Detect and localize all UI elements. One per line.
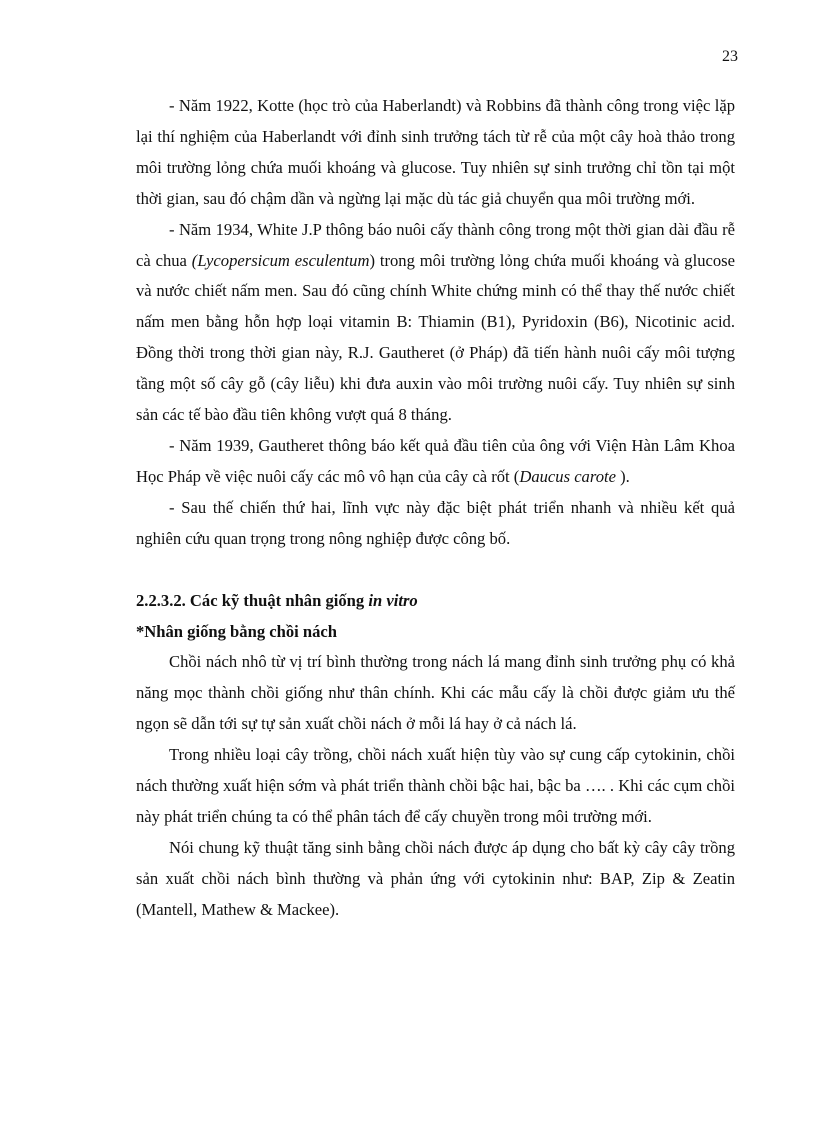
history-paragraph-postwar <box>136 493 735 555</box>
page-content <box>136 91 735 926</box>
body-paragraph: Chồi nách nhô từ vị trí bình thường trong nách lá mang đỉnh sinh trưởng phụ có khả năng mọc thành chồi giống như thân chính. Khi các mẫu cấy là chồi được giảm ưu thế ngọn sẽ dẫn tới sự tự sản xuất chồi nách ở mỗi lá hay ở cả nách lá. <box>136 652 735 734</box>
history-paragraph-1934 <box>136 215 735 431</box>
page-number: 23 <box>722 48 738 65</box>
section-spacer <box>136 555 735 586</box>
history-paragraph-1922 <box>136 91 735 215</box>
history-text: ) trong môi trường lỏng chứa muối khoáng và glucose và nước chiết nấm men. Sau đó cũng chính White chứng minh có thể thay thế nước chiết nấm men bằng hỗn hợp loại vitamin B: Thiamin (B1), Pyridoxin (B6), Nicotinic acid. Đồng thời trong thời gian này, R.J. Gautheret (ở Pháp) đã tiến hành nuôi cấy môi tượng tầng một số cây gỗ (cây liễu) khi đưa auxin vào môi trường nuôi cấy. Tuy nhiên sự sinh sản các tế bào đầu tiên không vượt quá 8 tháng. <box>136 250 735 425</box>
history-text: ). <box>615 466 630 486</box>
history-text: - Năm 1922, Kotte (học trò của Haberlandt) và Robbins đã thành công trong việc lặp lại thí nghiệm của Haberlandt với đỉnh sinh trưởng tách từ rễ của một cây hoà thảo trong môi trường lỏng chứa muối khoáng và glucose. Tuy nhiên sự sinh trưởng chỉ tồn tại một thời gian, sau đó chậm dần và ngừng lại mặc dù tác giả chuyển qua môi trường mới. <box>136 96 735 208</box>
history-text: - Năm 1939, Gautheret thông báo kết quả đầu tiên của ông với Viện Hàn Lâm Khoa Học Pháp về việc nuôi cấy các mô vô hạn của cây cà rốt ( <box>136 435 735 486</box>
section-heading <box>136 586 735 617</box>
body-paragraph: Nói chung kỹ thuật tăng sinh bằng chồi nách được áp dụng cho bất kỳ cây cây trồng sản xuất chồi nách bình thường và phản ứng với cytokinin như: BAP, Zip & Zeatin (Mantell, Mathew & Mackee). <box>136 837 735 919</box>
species-name-lycopersicum: (Lycopersicum esculentum <box>191 250 370 270</box>
history-text: - Sau thế chiến thứ hai, lĩnh vực này đặc biệt phát triển nhanh và nhiều kết quả nghiên cứu quan trọng trong nông nghiệp được công bố. <box>136 497 735 548</box>
history-paragraph-1939 <box>136 431 735 493</box>
body-paragraph: Trong nhiều loại cây trồng, chồi nách xuất hiện tùy vào sự cung cấp cytokinin, chồi nách thường xuất hiện sớm và phát triển thành chồi bậc hai, bậc ba …. . Khi các cụm chồi này phát triển chúng ta có thể phân tách để cấy chuyền trong môi trường mới. <box>136 745 735 826</box>
section-heading-text: 2.2.3.2. Các kỹ thuật nhân giống <box>136 590 369 610</box>
subsection-heading: *Nhân giống bằng chồi nách <box>136 621 338 641</box>
history-text: - Năm 1934, White J.P thông báo nuôi cấy thành công trong một thời gian dài đầu rễ cà chua <box>136 219 735 270</box>
section-heading-italic: in vitro <box>368 590 418 610</box>
species-name-daucus: Daucus carote <box>519 466 616 486</box>
